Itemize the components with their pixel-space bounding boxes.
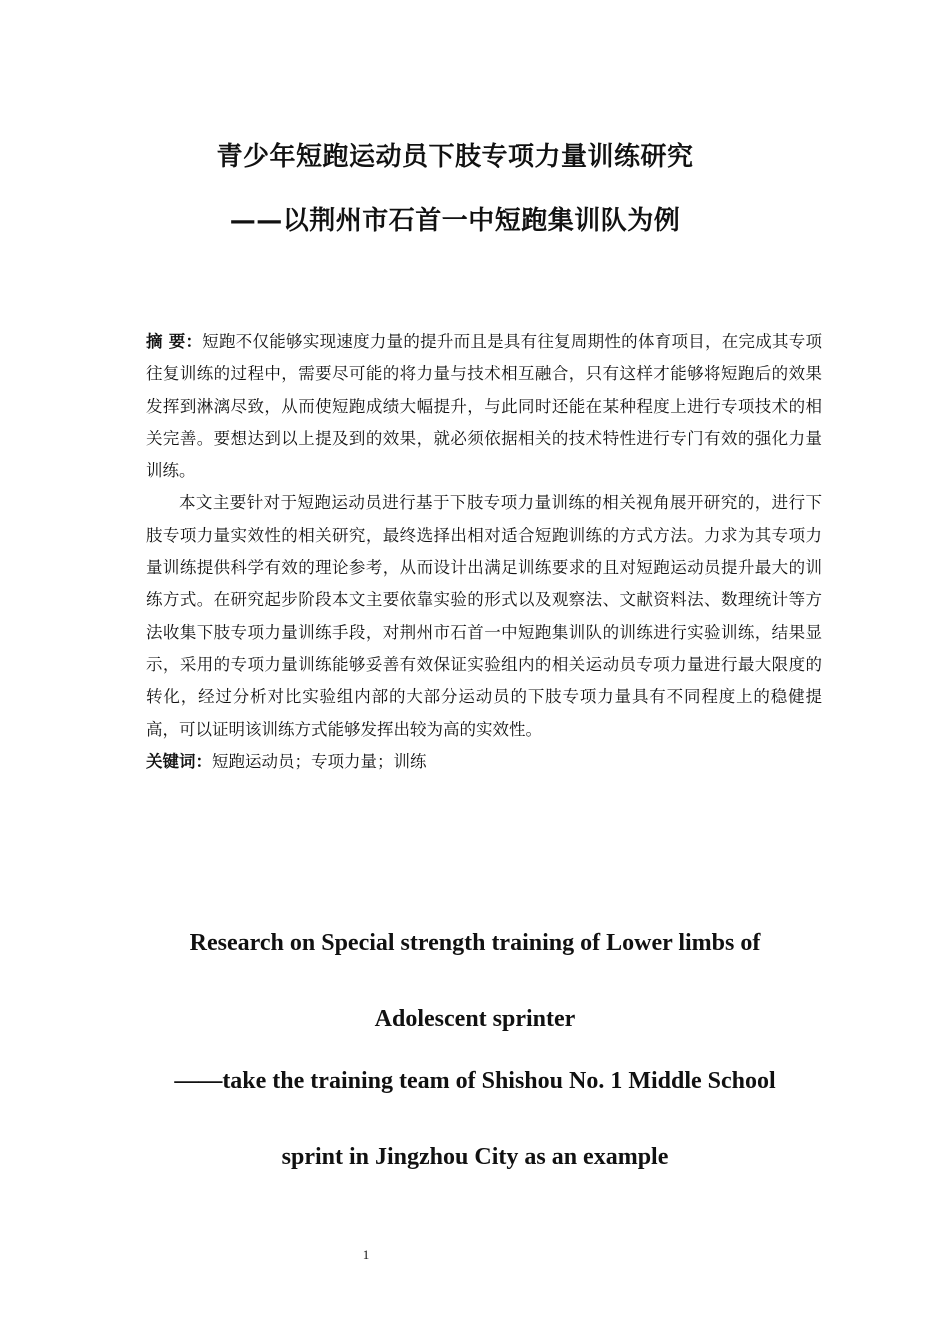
abstract-section	[146, 326, 822, 778]
english-subtitle-line-2: sprint in Jingzhou City as an example	[281, 1144, 669, 1170]
english-title-line-2: Adolescent sprinter	[374, 1006, 576, 1032]
keywords-label: 关键词：	[146, 751, 212, 771]
chinese-title: 青少年短跑运动员下肢专项力量训练研究	[216, 142, 694, 172]
abstract-text-1: 短跑不仅能够实现速度力量的提升而且是具有往复周期性的体育项目，在完成其专项往复训练的过程中，需要尽可能的将力量与技术相互融合，只有这样才能够将短跑后的效果发挥到淋漓尽致，从而使短跑成绩大幅提升，与此同时还能在某种程度上进行专项技术的相关完善。要想达到以上提及到的效果，就必须依据相关的技术特性进行专门有效的强化力量训练。	[146, 332, 823, 481]
abstract-paragraph-1	[146, 326, 822, 487]
chinese-subtitle: ——以荆州市石首一中短跑集训队为例	[229, 206, 681, 236]
keywords-line	[146, 746, 822, 778]
english-subtitle-line-1: ——take the training team of Shishou No. 1 Middle School	[174, 1068, 776, 1094]
page-number: 1	[362, 1247, 370, 1262]
keywords-text: 短跑运动员；专项力量；训练	[212, 751, 427, 771]
abstract-label: 摘 要：	[146, 332, 203, 351]
abstract-paragraph-2: 本文主要针对于短跑运动员进行基于下肢专项力量训练的相关视角展开研究的，进行下肢专项力量实效性的相关研究，最终选择出相对适合短跑训练的方式方法。力求为其专项力量训练提供科学有效的理论参考，从而设计出满足训练要求的且对短跑运动员提升最大的训练方式。在研究起步阶段本文主要依靠实验的形式以及观察法、文献资料法、数理统计等方法收集下肢专项力量训练手段，对荆州市石首一中短跑集训队的训练进行实验训练，结果显示，采用的专项力量训练能够妥善有效保证实验组内的相关运动员专项力量进行最大限度的转化，经过分析对比实验组内部的大部分运动员的下肢专项力量具有不同程度上的稳健提高，可以证明该训练方式能够发挥出较为高的实效性。	[146, 493, 822, 739]
english-title-line-1: Research on Special strength training of Lower limbs of	[189, 930, 761, 956]
